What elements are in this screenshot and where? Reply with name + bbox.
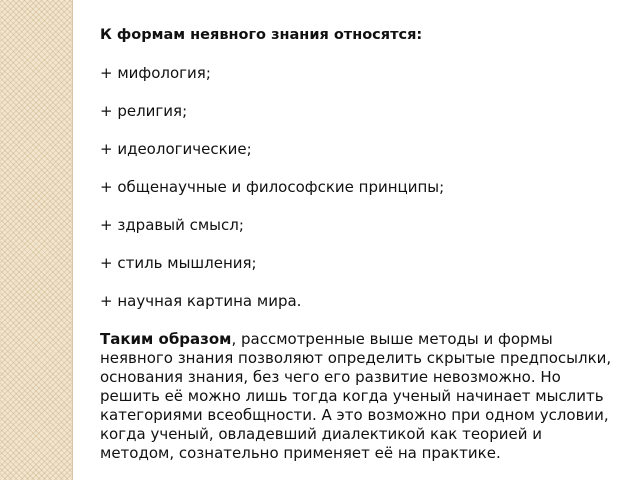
list-item: + идеологические; — [100, 140, 252, 158]
conclusion-text: , рассмотренные выше методы и формы неявного знания позволяют определить скрытые предпосылки, основания знания, без чего его развитие невозможно. Но решить её можно лишь тогда когда ученый начинает мыслить категориями всеобщности. А это возможно при одном условии, когда ученый, овладевший диалектикой как теорией и методом, сознательно применяет её на практике. — [100, 330, 612, 462]
conclusion-lead: Таким образом — [100, 330, 232, 348]
list-item: + религия; — [100, 102, 188, 120]
list-item: + мифология; — [100, 64, 211, 82]
list-item: + здравый смысл; — [100, 216, 244, 234]
document-heading: К формам неявного знания относятся: — [100, 27, 423, 43]
forms-list — [100, 64, 620, 311]
list-item: + научная картина мира. — [100, 292, 302, 310]
decorative-side-strip — [0, 0, 73, 480]
list-item: + общенаучные и философские принципы; — [100, 178, 445, 196]
document-content — [100, 26, 620, 463]
list-item: + стиль мышления; — [100, 254, 257, 272]
conclusion-paragraph — [100, 330, 620, 463]
